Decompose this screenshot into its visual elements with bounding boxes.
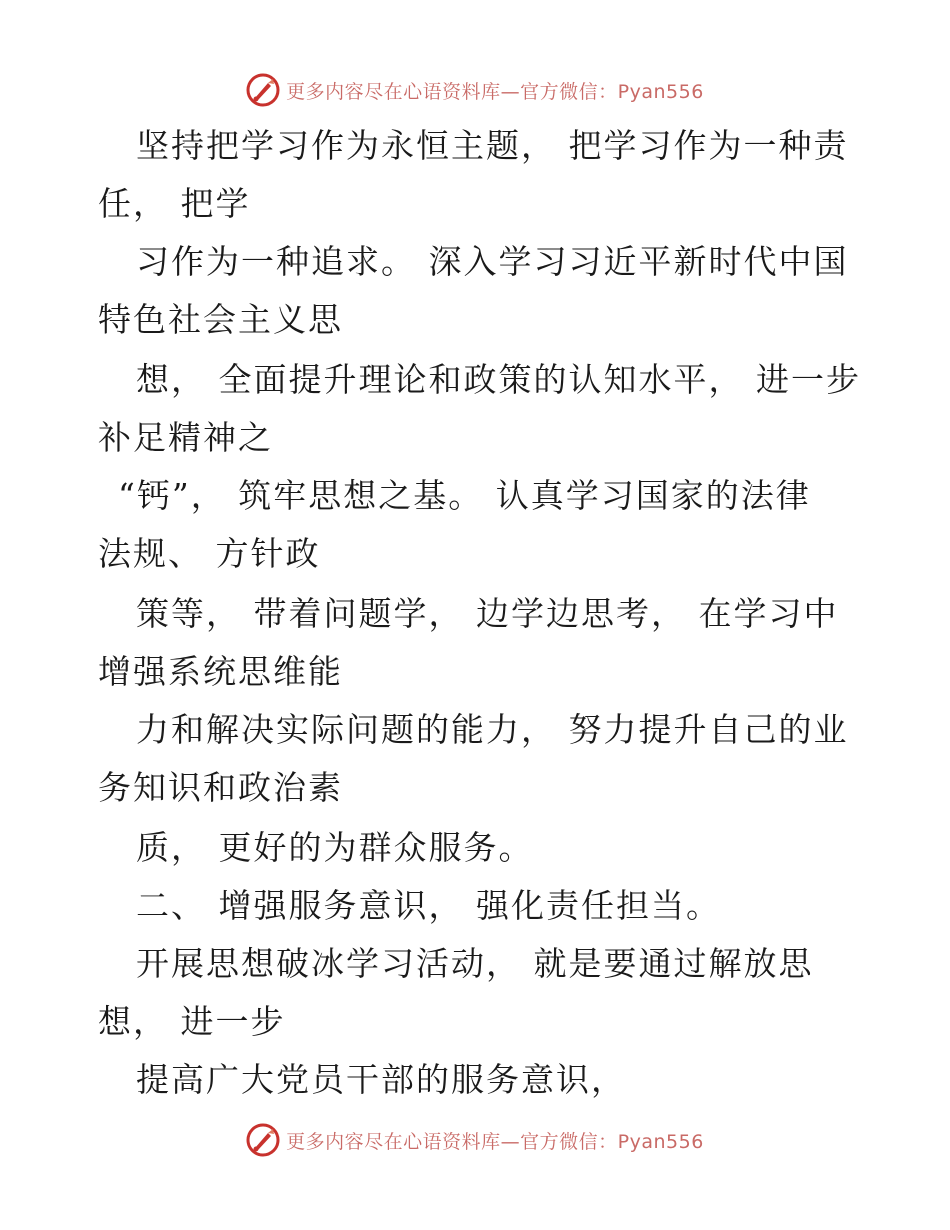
watermark-prefix: 更多内容尽在心语资料库—官方微信：	[286, 1130, 618, 1153]
text-line: 坚持把学习作为永恒主题， 把学习作为一种责	[136, 126, 849, 165]
text-line: 想， 全面提升理论和政策的认知水平， 进一步	[136, 360, 861, 399]
text-line: 质， 更好的为群众服务。	[136, 828, 534, 867]
footer-watermark	[0, 1120, 950, 1160]
watermark-wechat-id: Pyan556	[617, 80, 704, 103]
watermark-wechat-id: Pyan556	[617, 1130, 704, 1153]
text-line: 任， 把学	[98, 184, 251, 223]
text-line: 提高广大党员干部的服务意识，	[136, 1060, 626, 1099]
text-line: 策等， 带着问题学， 边学边思考， 在学习中	[136, 594, 839, 633]
text-line: 补足精神之	[98, 418, 273, 457]
text-line: 增强系统思维能	[98, 652, 343, 691]
text-line: “钙”， 筑牢思想之基。 认真学习国家的法律	[118, 476, 811, 515]
text-line: 习作为一种追求。 深入学习习近平新时代中国	[136, 242, 849, 281]
text-line: 想， 进一步	[98, 1002, 286, 1041]
text-line: 特色社会主义思	[98, 300, 343, 339]
text-line: 力和解决实际问题的能力， 努力提升自己的业	[136, 710, 849, 749]
section-heading: 二、 增强服务意识， 强化责任担当。	[136, 886, 721, 925]
watermark-text	[286, 1127, 704, 1154]
text-line: 开展思想破冰学习活动， 就是要通过解放思	[136, 944, 814, 983]
quill-logo-icon	[246, 1123, 280, 1157]
watermark-prefix: 更多内容尽在心语资料库—官方微信：	[286, 80, 618, 103]
text-line: 法规、 方针政	[98, 534, 321, 573]
text-line: 务知识和政治素	[98, 768, 343, 807]
